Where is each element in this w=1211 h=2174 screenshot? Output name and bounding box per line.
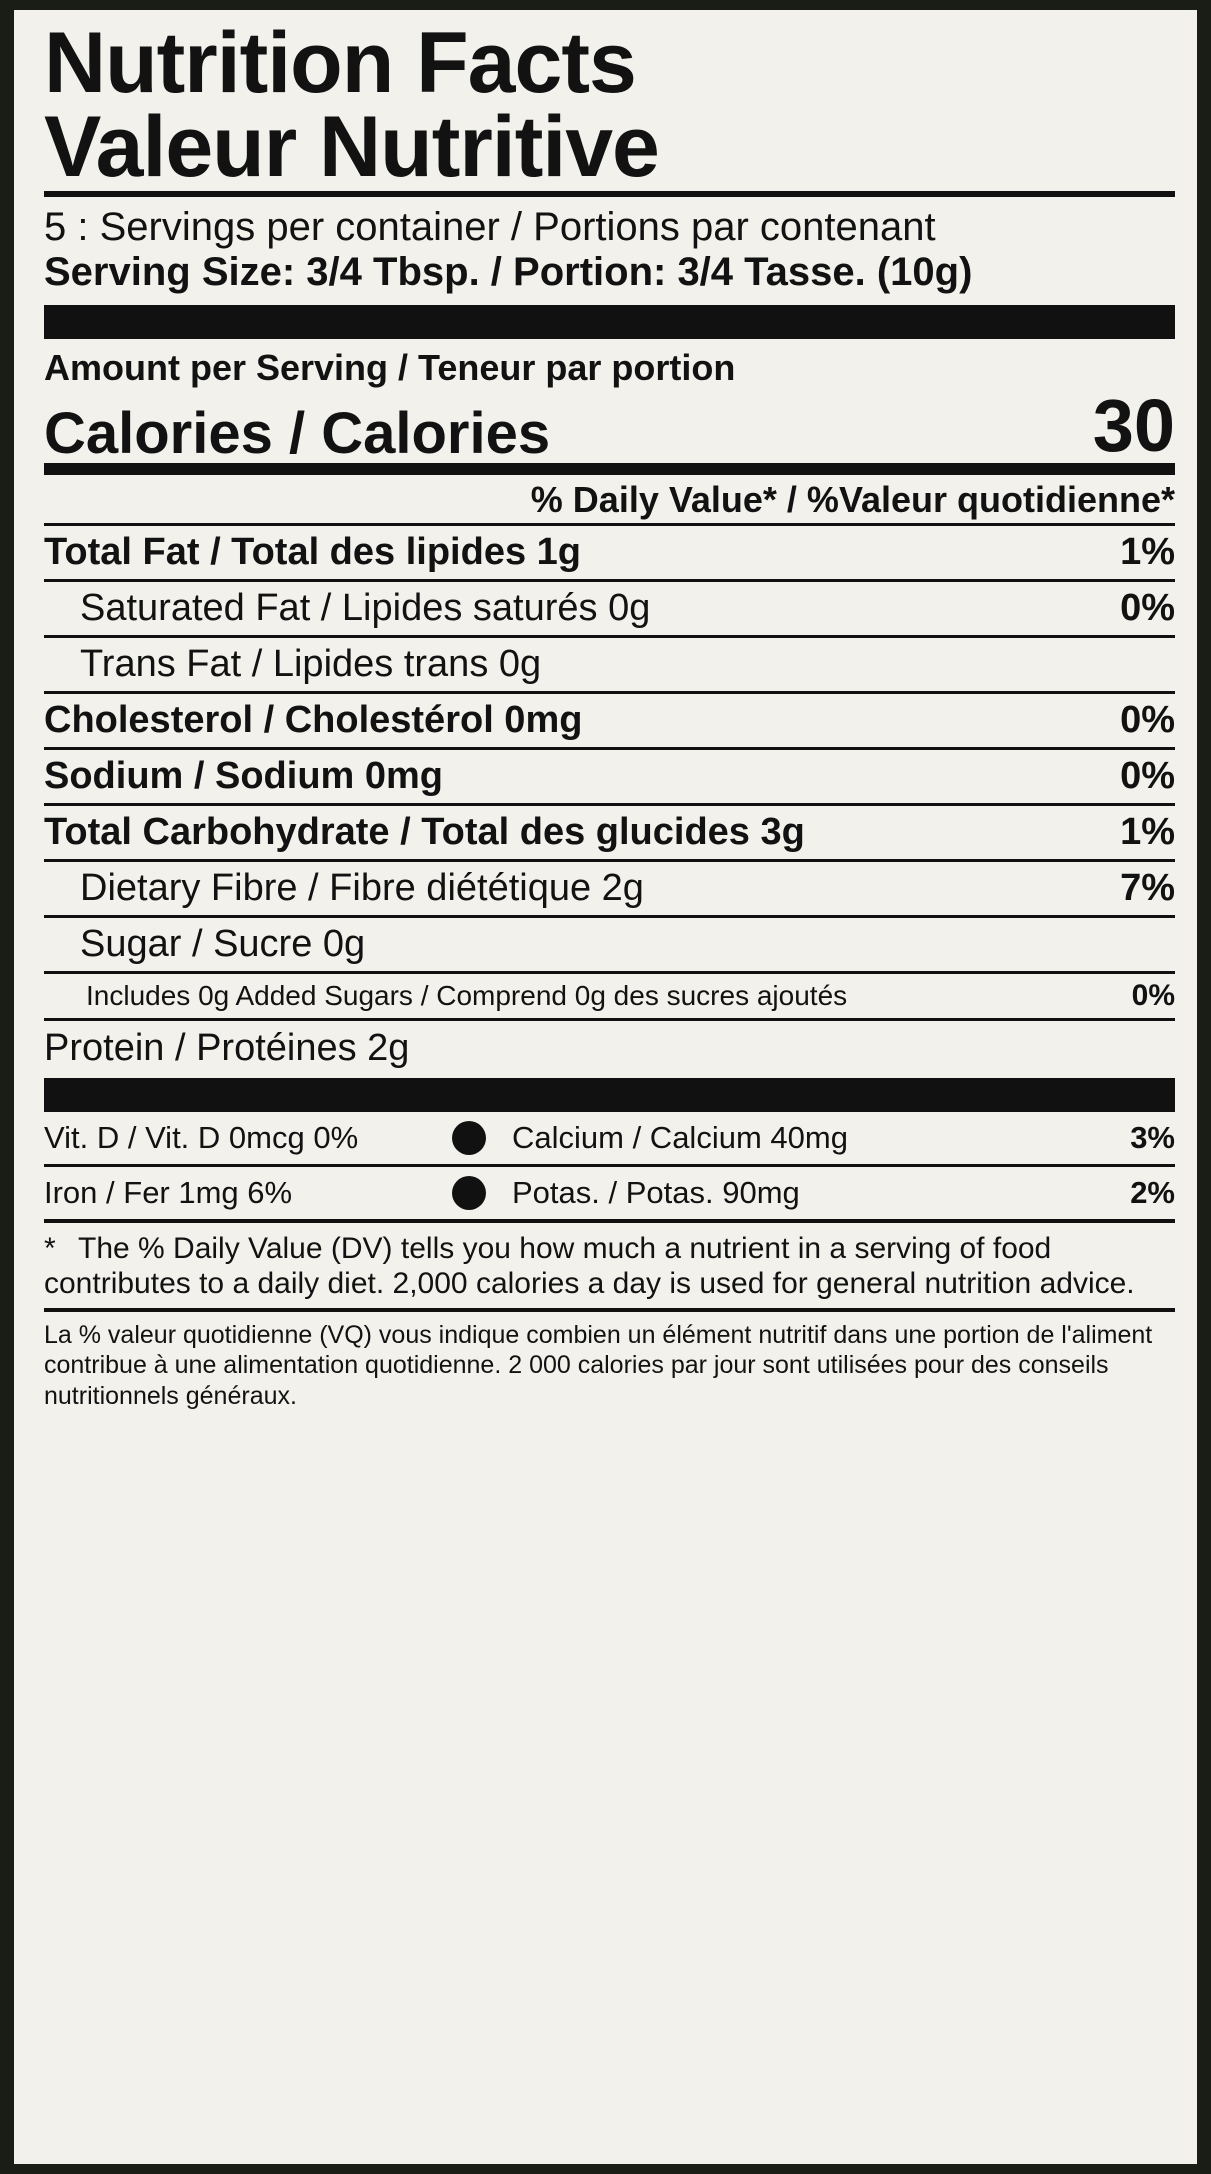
calories-label: Calories / Calories — [44, 400, 551, 466]
thick-divider-top — [44, 305, 1175, 339]
nutrient-dv: 0% — [1120, 586, 1175, 629]
nutrient-row-total-fat — [44, 526, 1175, 582]
vitamin-right-dv: 2% — [1130, 1174, 1175, 1210]
nutrient-name: Sodium / Sodium 0mg — [44, 754, 444, 797]
asterisk-icon: * — [44, 1231, 56, 1265]
bullet-dot-icon — [452, 1121, 486, 1155]
vitamin-row — [44, 1167, 1175, 1219]
title-french: Valeur Nutritive — [44, 99, 659, 196]
nutrient-dv: 0% — [1131, 978, 1175, 1012]
daily-value-header: % Daily Value* / %Valeur quotidienne* — [44, 475, 1175, 526]
amount-per-serving: Amount per Serving / Teneur par portion — [44, 346, 736, 388]
vitamin-left: Iron / Fer 1mg 6% — [44, 1174, 293, 1210]
vitamin-left: Vit. D / Vit. D 0mcg 0% — [44, 1119, 359, 1155]
nutrient-name: Total Carbohydrate / Total des glucides 3g — [44, 810, 805, 853]
nutrient-row-protein: Protein / Protéines 2g — [44, 1026, 410, 1069]
nutrient-dv: 1% — [1120, 810, 1175, 853]
nutrient-row-cholesterol — [44, 694, 1175, 750]
nutrient-name: Sugar / Sucre 0g — [80, 922, 366, 965]
nutrient-name: Trans Fat / Lipides trans 0g — [80, 642, 542, 685]
nutrient-row-total-carbohydrate — [44, 806, 1175, 862]
nutrient-dv: 0% — [1120, 754, 1175, 797]
footnote-french: La % valeur quotidienne (VQ) vous indique combien un élément nutritif dans une portion de l'aliment contribue à une alimentation quotidienne. 2 000 calories par jour sont utilisées pour des conseils nutritionnels généraux. — [44, 1320, 1153, 1410]
vitamin-right-dv: 3% — [1130, 1119, 1175, 1155]
title-english: Nutrition Facts — [44, 15, 636, 111]
calories-row — [44, 383, 1175, 475]
title-block — [44, 15, 1175, 197]
servings-per-container: 5 : Servings per container / Portions par contenant — [44, 205, 936, 250]
nutrient-dv: 7% — [1120, 866, 1175, 909]
nutrient-row-sodium — [44, 750, 1175, 806]
nutrition-facts-panel — [14, 10, 1197, 2164]
serving-size: Serving Size: 3/4 Tbsp. / Portion: 3/4 Tasse. (10g) — [44, 250, 973, 295]
nutrient-name: Saturated Fat / Lipides saturés 0g — [80, 586, 651, 629]
vitamins-block — [44, 1112, 1175, 1223]
thick-divider-bottom — [44, 1078, 1175, 1112]
vitamin-right: Calcium / Calcium 40mg — [512, 1119, 848, 1155]
bullet-dot-icon — [452, 1176, 486, 1210]
vitamin-right: Potas. / Potas. 90mg — [512, 1174, 800, 1210]
footnote-english: The % Daily Value (DV) tells you how much a nutrient in a serving of food contributes to a daily diet. 2,000 calories a day is used for general nutrition advice. — [44, 1231, 1135, 1301]
nutrient-name: Cholesterol / Cholestérol 0mg — [44, 698, 583, 741]
nutrient-dv: 1% — [1120, 530, 1175, 573]
nutrient-name: Includes 0g Added Sugars / Comprend 0g des sucres ajoutés — [86, 979, 848, 1011]
nutrient-name: Dietary Fibre / Fibre diététique 2g — [80, 866, 644, 909]
calories-value: 30 — [1092, 383, 1175, 467]
nutrient-row-dietary-fibre — [44, 862, 1175, 918]
vitamin-row — [44, 1112, 1175, 1167]
nutrient-name: Total Fat / Total des lipides 1g — [44, 530, 581, 573]
nutrient-row-saturated-fat — [44, 582, 1175, 638]
nutrient-row-sugar — [44, 918, 1175, 974]
nutrient-row-trans-fat — [44, 638, 1175, 694]
footnote-english-wrapper — [44, 1223, 1175, 1312]
nutrient-dv: 0% — [1120, 698, 1175, 741]
nutrient-row-added-sugars — [44, 974, 1175, 1021]
